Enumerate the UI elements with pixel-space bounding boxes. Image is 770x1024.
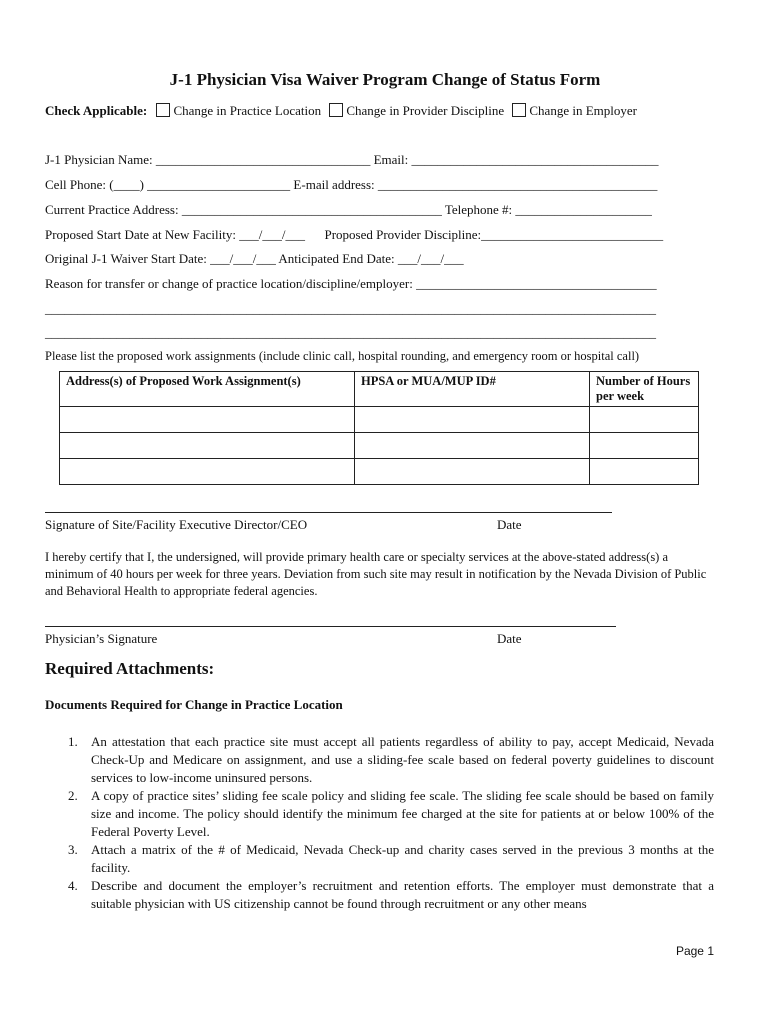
- address-cell[interactable]: [60, 459, 355, 485]
- table-row: [60, 433, 699, 459]
- waiver-start-end-date-field[interactable]: Original J-1 Waiver Start Date: ___/___/___ Anticipated End Date: ___/___/___: [45, 251, 464, 266]
- list-item-number: 4.: [68, 878, 78, 893]
- physician-signature-line[interactable]: [45, 626, 616, 627]
- hpsa-cell[interactable]: [355, 407, 590, 433]
- table-row: [60, 459, 699, 485]
- physician-name-email-field[interactable]: J-1 Physician Name: _________________________________ Email: ______________________________________: [45, 152, 659, 167]
- employer-checkbox[interactable]: [512, 103, 526, 117]
- practice-location-documents-subheading: Documents Required for Change in Practice Location: [45, 697, 343, 712]
- list-item-text: Attach a matrix of the # of Medicaid, Nevada Check-up and charity cases served in the previous 3 months at the facility.: [91, 842, 714, 875]
- physician-signature-label: Physician’s Signature: [45, 631, 158, 646]
- hours-column-header: Number of Hours per week: [590, 372, 699, 407]
- address-cell[interactable]: [60, 433, 355, 459]
- hpsa-cell[interactable]: [355, 433, 590, 459]
- reason-continuation-line[interactable]: ______________________________________________________________________________________________: [45, 325, 656, 340]
- hours-cell[interactable]: [590, 407, 699, 433]
- address-column-header: Address(s) of Proposed Work Assignment(s): [60, 372, 355, 407]
- list-item: [62, 841, 714, 877]
- provider-discipline-option-label: Change in Provider Discipline: [346, 103, 505, 118]
- employer-option-label: Change in Employer: [529, 103, 637, 118]
- practice-address-telephone-field[interactable]: Current Practice Address: ________________________________________ Telephone #: _____________________: [45, 202, 652, 217]
- physician-signature-date-label: Date: [497, 631, 522, 646]
- list-item-number: 1.: [68, 734, 78, 749]
- start-date-discipline-field[interactable]: Proposed Start Date at New Facility: ___/___/___ Proposed Provider Discipline:____________________________: [45, 227, 664, 242]
- work-assignments-table: [59, 371, 699, 485]
- list-item-text: A copy of practice sites’ sliding fee scale policy and sliding fee scale. The sliding fee scale should be based on family size and income. The policy should identify the minimum fee charged at the site for patients at or below 100% of the Federal Poverty Level.: [91, 788, 714, 839]
- cell-phone-email-field[interactable]: Cell Phone: (____) ______________________ E-mail address: ___________________________________________: [45, 177, 658, 192]
- page-number: Page 1: [675, 944, 714, 958]
- table-row: [60, 407, 699, 433]
- required-attachments-heading: Required Attachments:: [45, 659, 215, 678]
- ceo-signature-date-label: Date: [497, 517, 522, 532]
- list-item-text: Describe and document the employer’s recruitment and retention efforts. The employer must demonstrate that a suitable physician with US citizenship cannot be found through recruitment or any other means: [91, 878, 714, 911]
- list-item: [62, 733, 714, 787]
- reason-continuation-line[interactable]: ______________________________________________________________________________________________: [45, 301, 656, 316]
- certification-statement: I hereby certify that I, the undersigned, will provide primary health care or specialty services at the above-stated address(s) a minimum of 40 hours per week for three years. Deviation from such site may result in notification by the Nevada Division of Public and Behavioral Health to appropriate federal agencies.: [45, 550, 707, 598]
- hpsa-cell[interactable]: [355, 459, 590, 485]
- provider-discipline-checkbox[interactable]: [329, 103, 343, 117]
- ceo-signature-label: Signature of Site/Facility Executive Director/CEO: [45, 517, 308, 532]
- check-applicable-label: Check Applicable:: [45, 103, 148, 118]
- list-item-number: 2.: [68, 788, 78, 803]
- check-applicable-row: [45, 103, 640, 119]
- work-assignments-intro: Please list the proposed work assignments (include clinic call, hospital rounding, and emergency room or hospital call): [45, 349, 640, 363]
- hours-cell[interactable]: [590, 433, 699, 459]
- reason-for-change-field[interactable]: Reason for transfer or change of practice location/discipline/employer: _____________________________________: [45, 276, 657, 291]
- practice-location-checkbox[interactable]: [156, 103, 170, 117]
- hours-cell[interactable]: [590, 459, 699, 485]
- form-title: J-1 Physician Visa Waiver Program Change of Status Form: [169, 70, 601, 89]
- list-item: [62, 787, 714, 841]
- list-item-number: 3.: [68, 842, 78, 857]
- list-item: [62, 877, 714, 913]
- attachments-list: [62, 733, 714, 913]
- list-item-text: An attestation that each practice site must accept all patients regardless of ability to pay, accept Medicaid, Nevada Check-Up and Medicare on assignment, and use a sliding-fee scale based on federal poverty guidelines to discount services to low-income uninsured persons.: [91, 734, 714, 785]
- practice-location-option-label: Change in Practice Location: [173, 103, 322, 118]
- hpsa-column-header: HPSA or MUA/MUP ID#: [355, 372, 590, 407]
- address-cell[interactable]: [60, 407, 355, 433]
- table-header-row: [60, 372, 699, 407]
- ceo-signature-line[interactable]: [45, 512, 612, 513]
